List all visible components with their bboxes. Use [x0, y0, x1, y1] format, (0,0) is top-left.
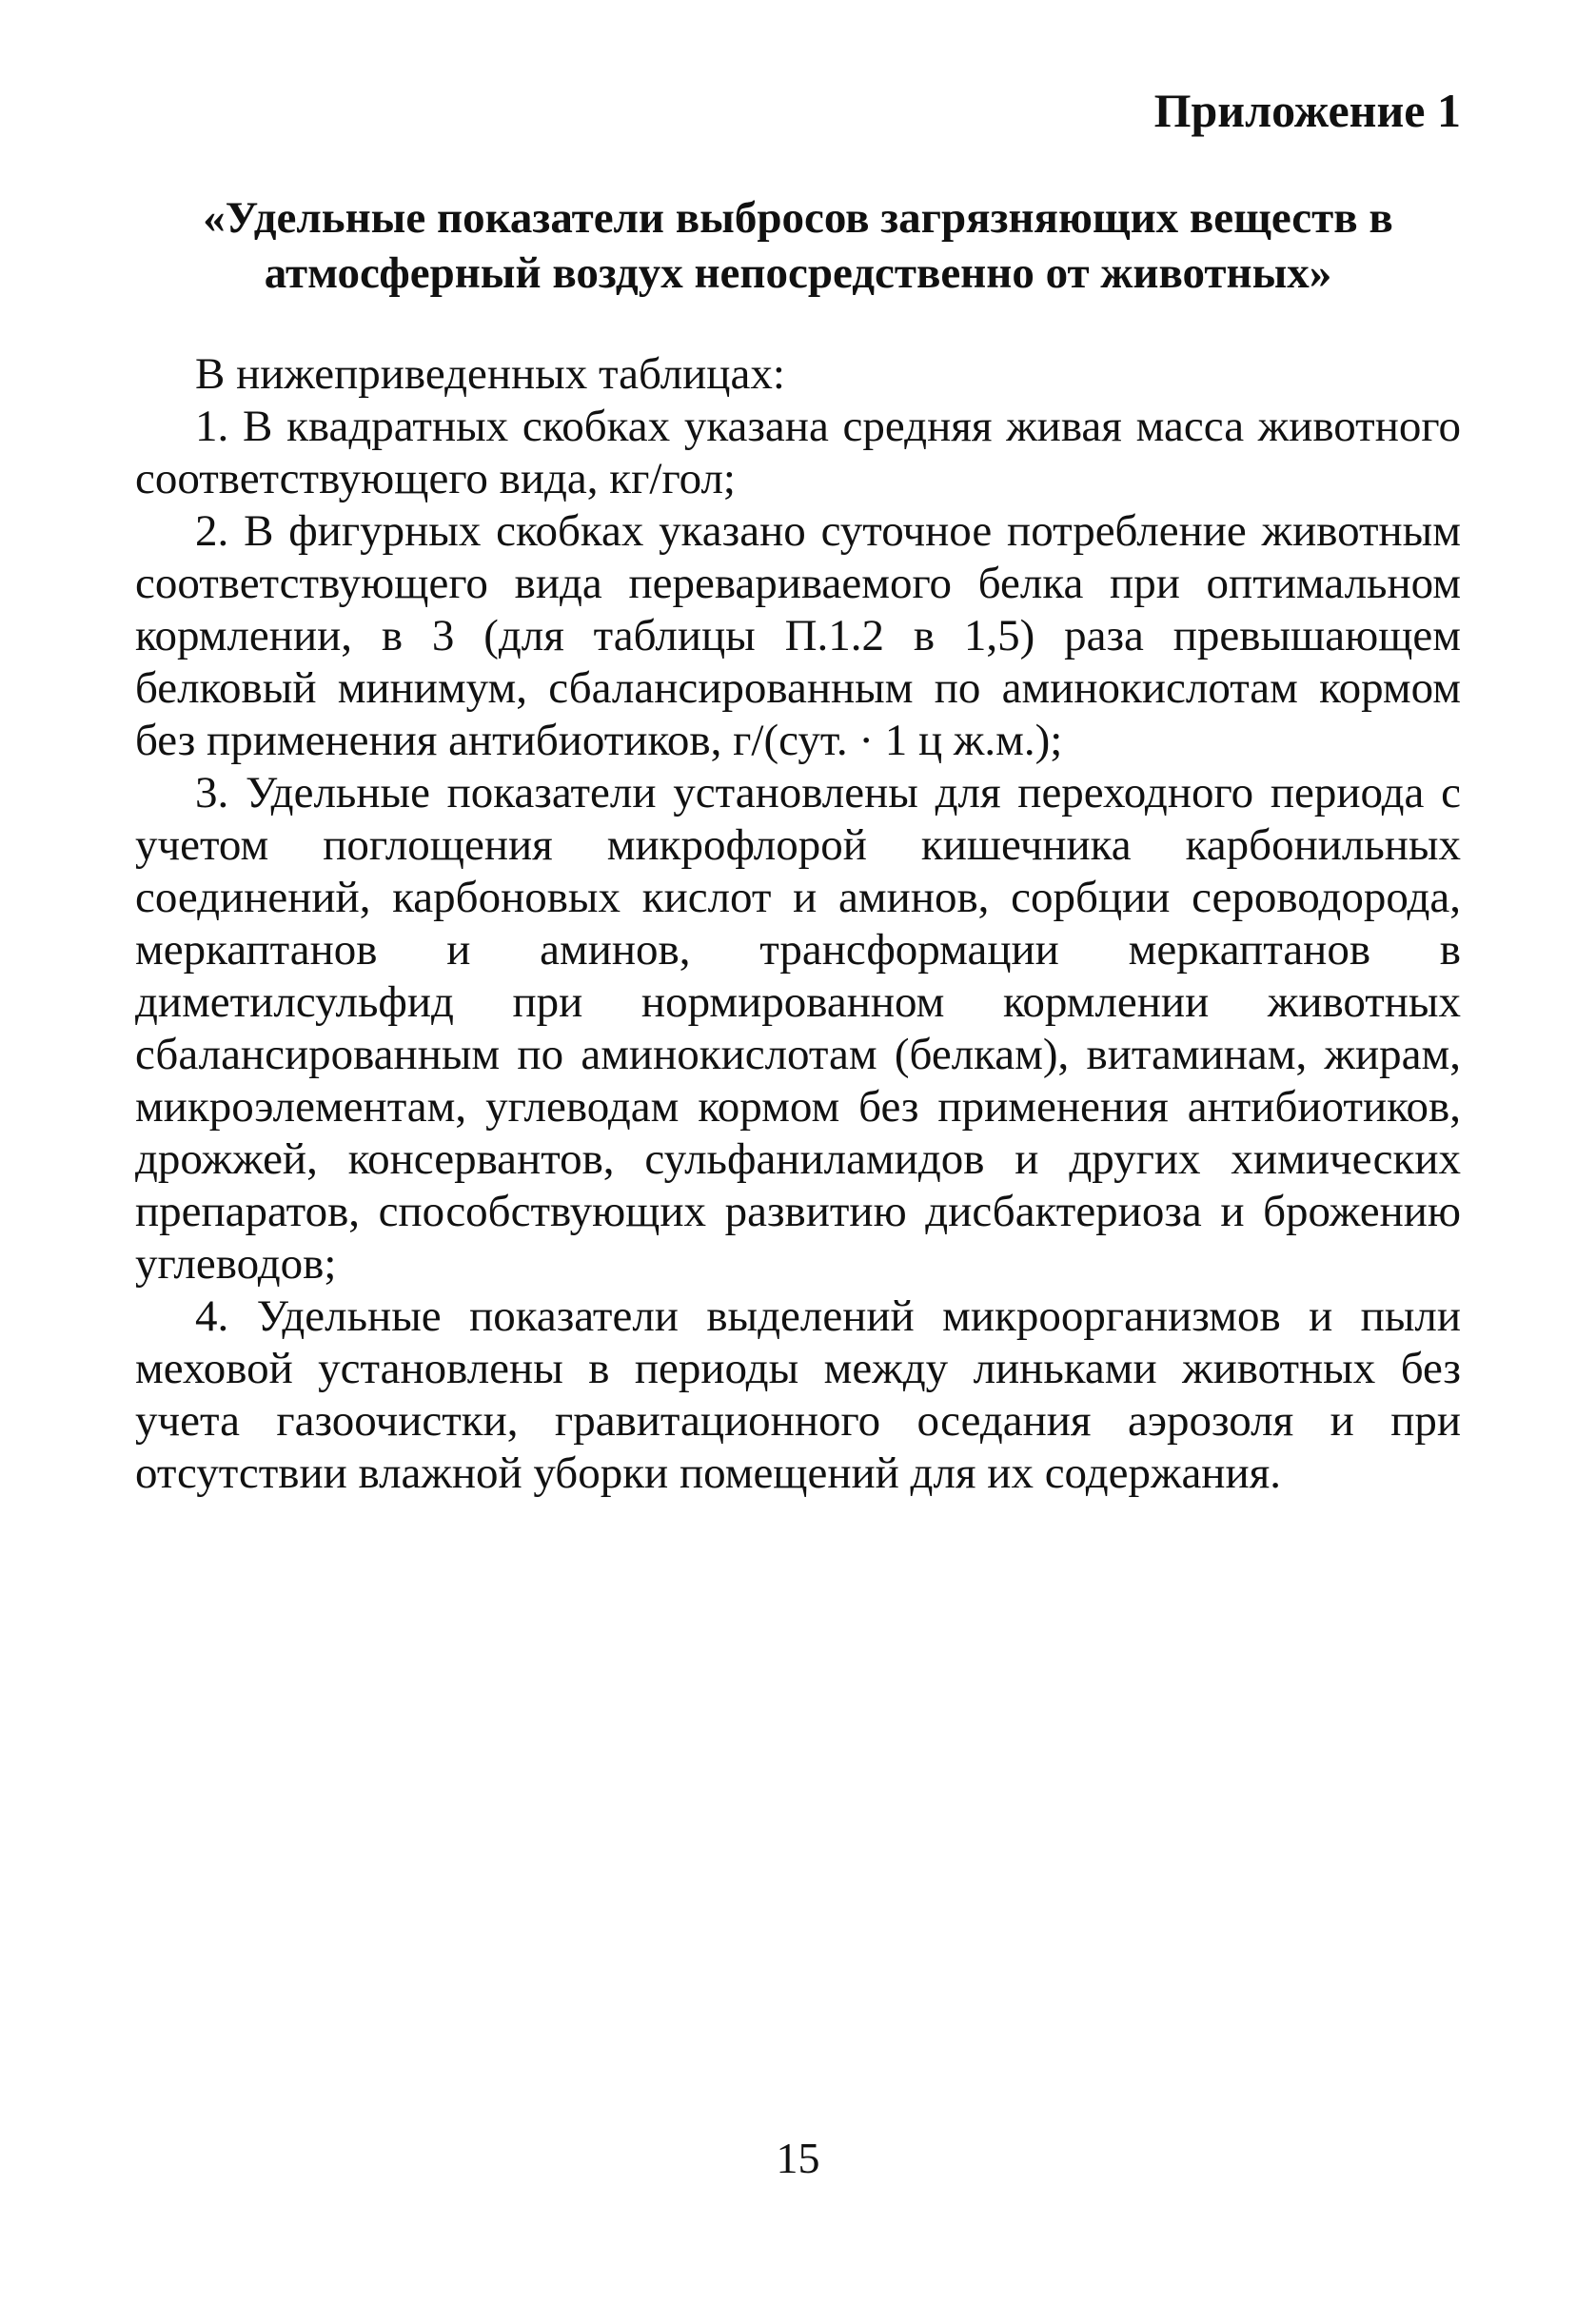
document-title-line-2: атмосферный воздух непосредственно от животных» — [264, 248, 1332, 298]
appendix-label: Приложение 1 — [1153, 84, 1461, 137]
page-number: 15 — [776, 2134, 820, 2182]
list-item-2: 2. В фигурных скобках указано суточное потребление животным соответствующего вида перевариваемого белка при оптимальном кормлении, в 3 (для таблицы П.1.2 в 1,5) раза превышающем белковый минимум, сбалансированным по аминокислотам кормом без применения антибиотиков, г/(сут. · 1 ц ж.м.); — [135, 506, 1461, 765]
document-body — [135, 348, 1461, 1500]
list-item-1: 1. В квадратных скобках указана средняя живая масса животного соответствующего вида, кг/гол; — [135, 402, 1461, 503]
document-title-line-1: «Удельные показатели выбросов загрязняющих веществ в — [203, 193, 1393, 243]
document-title — [135, 190, 1461, 301]
intro-paragraph: В нижеприведенных таблицах: — [195, 349, 785, 399]
list-item-3: 3. Удельные показатели установлены для переходного периода с учетом поглощения микрофлорой кишечника карбонильных соединений, карбоновых кислот и аминов, сорбции сероводорода, меркаптанов и аминов, трансформации меркаптанов в диметилсульфид при нормированном кормлении животных сбалансированным по аминокислотам (белкам), витаминам, жирам, микроэлементам, углеводам кормом без применения антибиотиков, дрожжей, консервантов, сульфаниламидов и других химических препаратов, способствующих развитию дисбактериоза и брожению углеводов; — [135, 768, 1461, 1289]
list-item-4: 4. Удельные показатели выделений микроорганизмов и пыли меховой установлены в периоды между линьками животных без учета газоочистки, гравитационного оседания аэрозоля и при отсутствии влажной уборки помещений для их содержания. — [135, 1291, 1461, 1498]
